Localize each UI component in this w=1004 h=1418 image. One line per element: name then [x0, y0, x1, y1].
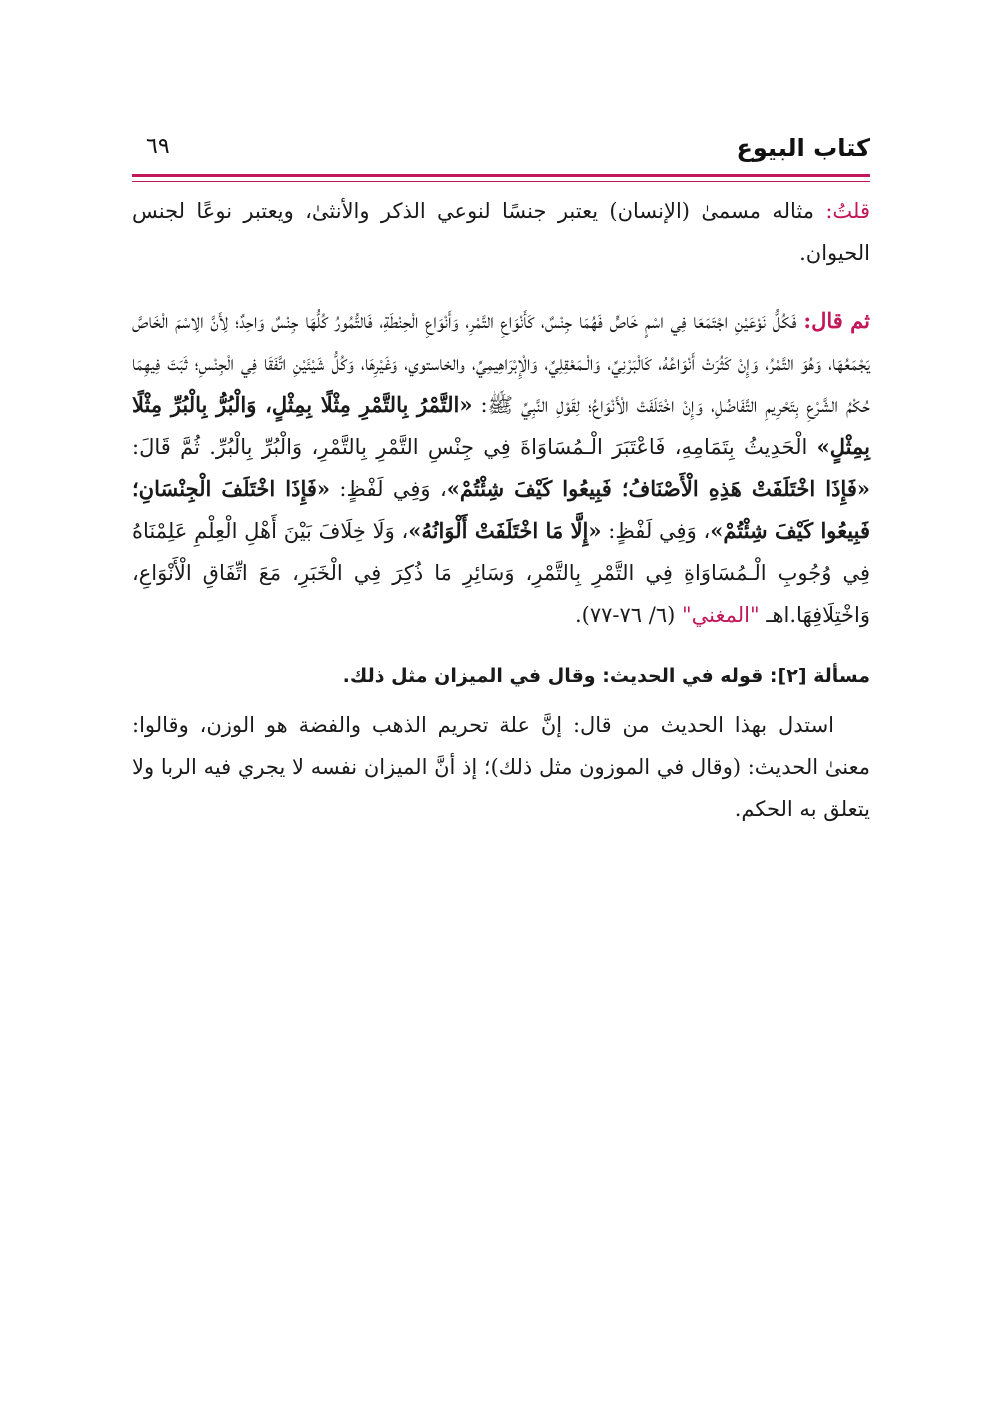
hadith-quote-1: «التَّمْرُ بِالتَّمْرِ مِثْلًا بِمِثْلٍ، وَالْبُرُّ بِالْبُرِّ مِثْلًا بِمِثْلٍ»: [132, 392, 870, 459]
paragraph-qultu: [132, 190, 870, 274]
istadalla-text: استدل بهذا الحديث من قال: إنَّ علة تحريم الذهب والفضة هو الوزن، وقالوا: معنىٰ الحديث: (وقال في الموزون مثل ذلك)؛ إذ أنَّ الميزان نفسه لا يجري فيه الربا ولا يتعلق به الحكم.: [132, 713, 870, 821]
hadith-quote-3: «فَإِذَا اخْتَلَفَ الْجِنْسَانِ؛ فَبِيعُوا كَيْفَ شِئْتُمْ»: [132, 476, 870, 543]
page-number: ٦٩: [146, 134, 170, 159]
quote-text-4: ، وَفِي لَفْظٍ:: [601, 519, 711, 543]
paragraph-istadalla: [132, 704, 870, 830]
page-content: [132, 190, 870, 830]
qultu-label: قلتُ:: [825, 199, 870, 223]
quote-text-5: ، وَلَا خِلَافَ بَيْنَ أَهْلِ الْعِلْمِ عَلِمْنَاهُ فِي وُجُوبِ الْـمُسَاوَاةِ فِي التَّمْرِ بِالتَّمْرِ، وَسَائِرِ مَا ذُكِرَ فِي الْخَبَرِ، مَعَ اتِّفَاقِ الْأَنْوَاعِ، وَاخْتِلَافِهَا.اهـ: [132, 519, 870, 627]
header-rule-thin: [132, 181, 870, 182]
header-rule-thick: [132, 174, 870, 177]
source-title: "المغني": [681, 603, 760, 627]
book-title: كتاب البيوع: [736, 134, 870, 162]
qultu-text: مثاله مسمىٰ (الإنسان) يعتبر جنسًا لنوعي الذكر والأنثىٰ، ويعتبر نوعًا لجنس الحيوان.: [132, 199, 870, 265]
issue-heading: [132, 656, 870, 696]
quote-text-1: فَكُلُّ نَوْعَيْنِ اجْتَمَعَا فِي اسْمٍ خَاصٍّ فَهُمَا جِنْسٌ، كَأَنْوَاعِ التَّمْرِ، وَأَنْوَاعِ الْحِنْطَةِ، فَالتُّمُورُ كُلُّهَا جِنْسٌ وَاحِدٌ؛ لِأَنَّ الِاسْمَ الْخَاصَّ يَجْمَعُهَا، وَهُوَ التَّمْرُ، وَإِنْ كَثُرَتْ أَنْوَاعُهُ، كَالْبَرْنِيِّ، وَالْـمَعْقِلِيِّ، وَالْإِبْرَاهِيمِيِّ، والخاستوي، وَغَيْرِهَا، وَكُلُّ شَيْئَيْنِ اتَّفَقَا فِي الْجِنْسِ؛ ثَبَتَ فِيهِمَا حُكْمُ الشَّرْعِ بِتَحْرِيمِ التَّفَاضُلِ، وَإِنْ اخْتَلَفَتْ الْأَنْوَاعُ؛ لِقَوْلِ النَّبِيِّ ﷺ:: [132, 309, 870, 417]
issue-label: مسألة [٢]:: [769, 665, 870, 687]
hadith-quote-2: «فَإِذَا اخْتَلَفَتْ هَذِهِ الْأَصْنَافُ؛ فَبِيعُوا كَيْفَ شِئْتُمْ»: [446, 476, 870, 501]
paragraph-quote: [132, 300, 870, 636]
page-header: [132, 128, 870, 174]
quote-text-3: ، وَفِي لَفْظٍ:: [330, 477, 447, 501]
hadith-quote-4: «إِلَّا مَا اخْتَلَفَتْ أَلْوَانُهُ»: [408, 518, 602, 543]
thumma-qala-label: ثم قال:: [803, 308, 870, 333]
source-reference: (٦/ ٧٦-٧٧).: [574, 603, 682, 627]
quote-text-2: الْحَدِيثُ بِتَمَامِهِ، فَاعْتَبَرَ الْـمُسَاوَاةَ فِي جِنْسِ التَّمْرِ بِالتَّمْرِ، وَالْبُرِّ بِالْبُرِّ. ثُمَّ قَالَ:: [132, 435, 817, 459]
issue-text: قوله في الحديث: وقال في الميزان مثل ذلك.: [342, 665, 770, 687]
